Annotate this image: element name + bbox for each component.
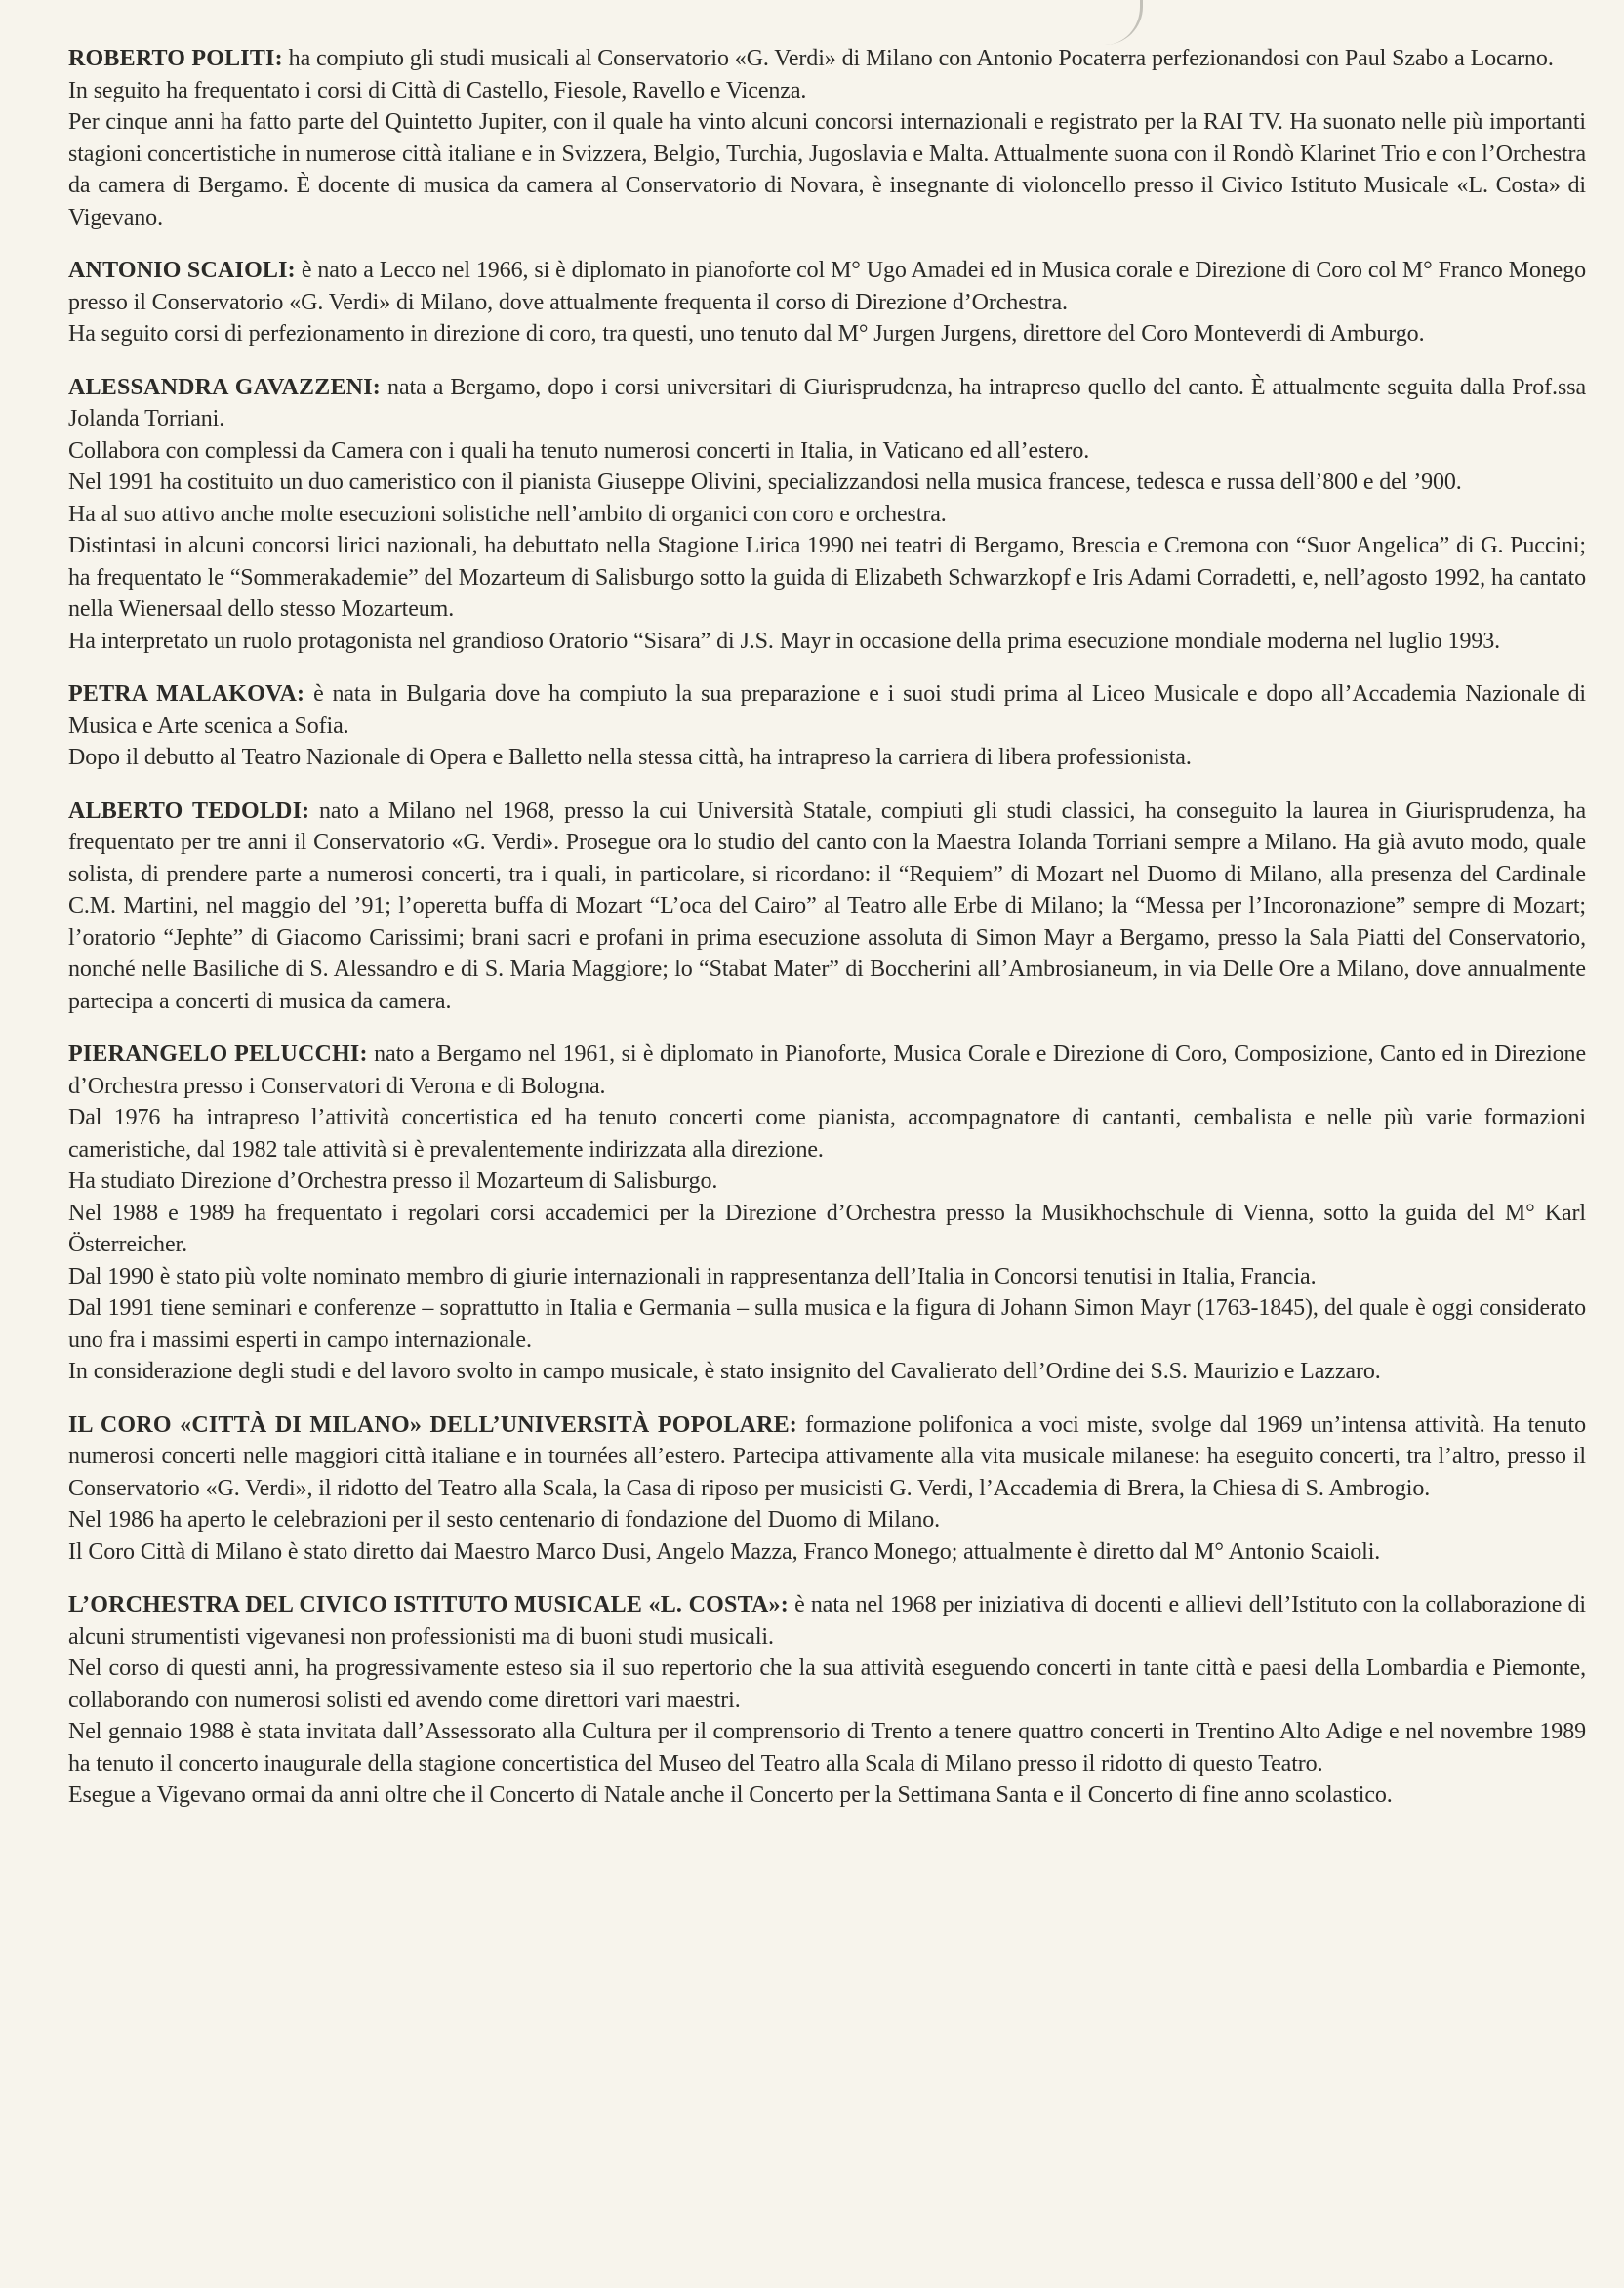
document-page [68,43,1586,1833]
bio-paragraph [68,1039,1586,1102]
bio-paragraph: Nel corso di questi anni, ha progressivamente esteso sia il suo repertorio che la sua attività eseguendo concerti in tante città e paesi della Lombardia e Piemonte, collaborando con numerosi solisti ed avendo come direttori vari maestri. [68,1655,1586,1713]
bio-paragraph: Nel gennaio 1988 è stata invitata dall’Assessorato alla Cultura per il comprensorio di Trento a tenere quattro concerti in Trentino Alto Adige e nel novembre 1989 ha tenuto il concerto inaugurale della stagione concertistica del Museo del Teatro alla Scala di Milano presso il ridotto di questo Teatro. [68,1719,1586,1777]
bio-antonio-scaioli [68,255,1586,350]
bio-alessandra-gavazzeni [68,372,1586,658]
bio-coro-citta-di-milano [68,1410,1586,1569]
bio-paragraph: Dal 1976 ha intrapreso l’attività concertistica ed ha tenuto concerti come pianista, accompagnatore di cantanti, cembalista e nelle più varie formazioni cameristiche, dal 1982 tale attività si è prevalentemente indirizzata alla direzione. [68,1105,1586,1163]
bio-paragraph: Ha seguito corsi di perfezionamento in direzione di coro, tra questi, uno tenuto dal M° Jurgen Jurgens, direttore del Coro Monteverdi di Amburgo. [68,321,1425,347]
bio-name: ROBERTO POLITI: [68,46,283,71]
bio-name: PIERANGELO PELUCCHI: [68,1042,368,1067]
bio-text: ha compiuto gli studi musicali al Conservatorio «G. Verdi» di Milano con Antonio Pocaterra perfezionandosi con Paul Szabo a Locarno. [282,46,1554,71]
bio-paragraph: Dopo il debutto al Teatro Nazionale di Opera e Balletto nella stessa città, ha intrapreso la carriera di libera professionista. [68,745,1192,770]
bio-paragraph: Ha al suo attivo anche molte esecuzioni solistiche nell’ambito di organici con coro e orchestra. [68,501,947,527]
bio-paragraph: Il Coro Città di Milano è stato diretto dai Maestro Marco Dusi, Angelo Mazza, Franco Monego; attualmente è diretto dal M° Antonio Scaioli. [68,1538,1381,1565]
bio-paragraph [68,43,1586,75]
bio-roberto-politi [68,43,1586,233]
bio-pierangelo-pelucchi [68,1039,1586,1388]
bio-text: nata a Bergamo, dopo i corsi universitari di Giurisprudenza, ha intrapreso quello del canto. È attualmente seguita dalla Prof.ssa Jolanda Torriani. [68,374,1586,431]
bio-name: ALBERTO TEDOLDI: [68,797,310,824]
bio-paragraph: Per cinque anni ha fatto parte del Quintetto Jupiter, con il quale ha vinto alcuni concorsi internazionali e registrato per la RAI TV. Ha suonato nelle più importanti stagioni concertistiche in numerose città italiane e in Svizzera, Belgio, Turchia, Jugoslavia e Malta. Attualmente suona con il Rondò Klarinet Trio e con l’Orchestra da camera di Bergamo. È docente di musica da camera al Conservatorio di Novara, è insegnante di violoncello presso il Civico Istituto Musicale «L. Costa» di Vigevano. [68,109,1586,230]
bio-text: nato a Milano nel 1968, presso la cui Università Statale, compiuti gli studi classici, ha conseguito la laurea in Giurisprudenza, ha frequentato per tre anni il Conservatorio «G. Verdi». Prosegue ora lo studio del canto con la Maestra Iolanda Torriani sempre a Milano. Ha già avuto modo, quale solista, di prendere parte a numerosi concerti, tra i quali, in particolare, si ricordano: il “Requiem” di Mozart nel Duomo di Milano, alla presenza del Cardinale C.M. Martini, nel maggio del ’91; l’operetta buffa di Mozart “L’oca del Cairo” al Teatro alle Erbe di Milano; la “Messa per l’Incoronazione” sempre di Mozart; l’oratorio “Jephte” di Giacomo Carissimi; brani sacri e profani in prima esecuzione assoluta di Simon Mayr a Bergamo, presso la Sala Piatti del Conservatorio, nonché nelle Basiliche di S. Alessandro e di S. Maria Maggiore; lo “Stabat Mater” di Boccherini all’Ambrosianeum, in via Delle Ore a Milano, dove annualmente partecipa a concerti di musica da camera. [68,797,1586,1014]
bio-paragraph: Nel 1991 ha costituito un duo cameristico con il pianista Giuseppe Olivini, specializzandosi nella musica francese, tedesca e russa dell’800 e del ’900. [68,470,1462,495]
bio-paragraph: Dal 1990 è stato più volte nominato membro di giurie internazionali in rappresentanza dell’Italia in Concorsi tenutisi in Italia, Francia. [68,1263,1317,1289]
bio-paragraph [68,255,1586,318]
bio-name: IL CORO «CITTÀ DI MILANO» DELL’UNIVERSITÀ POPOLARE: [68,1411,798,1438]
bio-text: è nato a Lecco nel 1966, si è diplomato in pianoforte col M° Ugo Amadei ed in Musica corale e Direzione di Coro col M° Franco Monego presso il Conservatorio «G. Verdi» di Milano, dove attualmente frequenta il corso di Direzione d’Orchestra. [68,258,1587,315]
bio-paragraph: Distintasi in alcuni concorsi lirici nazionali, ha debuttato nella Stagione Lirica 1990 nei teatri di Bergamo, Brescia e Cremona con “Suor Angelica” di G. Puccini; ha frequentato le “Sommerakademie” del Mozarteum di Salisburgo sotto la guida di Elizabeth Schwarzkopf e Iris Adami Corradetti, e, nell’agosto 1992, ha cantato nella Wienersaal dello stesso Mozarteum. [68,533,1586,622]
bio-alberto-tedoldi [68,796,1586,1018]
bio-paragraph: In considerazione degli studi e del lavoro svolto in campo musicale, è stato insignito del Cavalierato dell’Ordine dei S.S. Maurizio e Lazzaro. [68,1359,1381,1384]
bio-orchestra-l-costa [68,1589,1586,1812]
paper-tear-mark [1105,0,1143,45]
bio-paragraph: Esegue a Vigevano ormai da anni oltre che il Concerto di Natale anche il Concerto per la Settimana Santa e il Concerto di fine anno scolastico. [68,1782,1393,1808]
bio-paragraph: Ha studiato Direzione d’Orchestra presso il Mozarteum di Salisburgo. [68,1168,718,1194]
bio-paragraph [68,1410,1586,1505]
bio-paragraph [68,372,1586,435]
bio-paragraph: In seguito ha frequentato i corsi di Città di Castello, Fiesole, Ravello e Vicenza. [68,77,807,103]
bio-text: è nata in Bulgaria dove ha compiuto la sua preparazione e i suoi studi prima al Liceo Musicale e dopo all’Accademia Nazionale di Musica e Arte scenica a Sofia. [68,681,1586,739]
bio-paragraph: Collabora con complessi da Camera con i quali ha tenuto numerosi concerti in Italia, in Vaticano ed all’estero. [68,437,1090,464]
bio-name: L’ORCHESTRA DEL CIVICO ISTITUTO MUSICALE «L. COSTA»: [68,1592,789,1617]
bio-name: ALESSANDRA GAVAZZENI: [68,374,381,400]
bio-petra-malakova [68,678,1586,774]
bio-text: è nata nel 1968 per iniziativa di docenti e allievi dell’Istituto con la collaborazione di alcuni strumentisti vigevanesi non professionisti ma di buoni studi musicali. [68,1592,1586,1650]
bio-paragraph: Nel 1986 ha aperto le celebrazioni per il sesto centenario di fondazione del Duomo di Milano. [68,1507,941,1532]
bio-paragraph: Dal 1991 tiene seminari e conferenze – soprattutto in Italia e Germania – sulla musica e la figura di Johann Simon Mayr (1763-1845), del quale è oggi considerato uno fra i massimi esperti in campo internazionale. [68,1295,1586,1353]
bio-name: ANTONIO SCAIOLI: [68,258,296,283]
bio-text: formazione polifonica a voci miste, svolge dal 1969 un’intensa attività. Ha tenuto numerosi concerti nelle maggiori città italiane e in tournées all’estero. Partecipa attivamente alla vita musicale milanese: ha eseguito concerti, tra l’altro, presso il Conservatorio «G. Verdi», il ridotto del Teatro alla Scala, la Casa di riposo per musicisti G. Verdi, l’Accademia di Brera, la Chiesa di S. Ambrogio. [68,1411,1586,1501]
bio-paragraph [68,796,1586,1018]
bio-paragraph: Ha interpretato un ruolo protagonista nel grandioso Oratorio “Sisara” di J.S. Mayr in occasione della prima esecuzione mondiale moderna nel luglio 1993. [68,628,1501,654]
bio-paragraph [68,678,1586,742]
bio-paragraph: Nel 1988 e 1989 ha frequentato i regolari corsi accademici per la Direzione d’Orchestra presso la Musikhochschule di Vienna, sotto la guida del M° Karl Österreicher. [68,1200,1586,1257]
bio-paragraph [68,1589,1586,1653]
bio-text: nato a Bergamo nel 1961, si è diplomato in Pianoforte, Musica Corale e Direzione di Coro, Composizione, Canto ed in Direzione d’Orchestra presso i Conservatori di Verona e di Bologna. [68,1042,1587,1099]
bio-name: PETRA MALAKOVA: [68,681,305,707]
